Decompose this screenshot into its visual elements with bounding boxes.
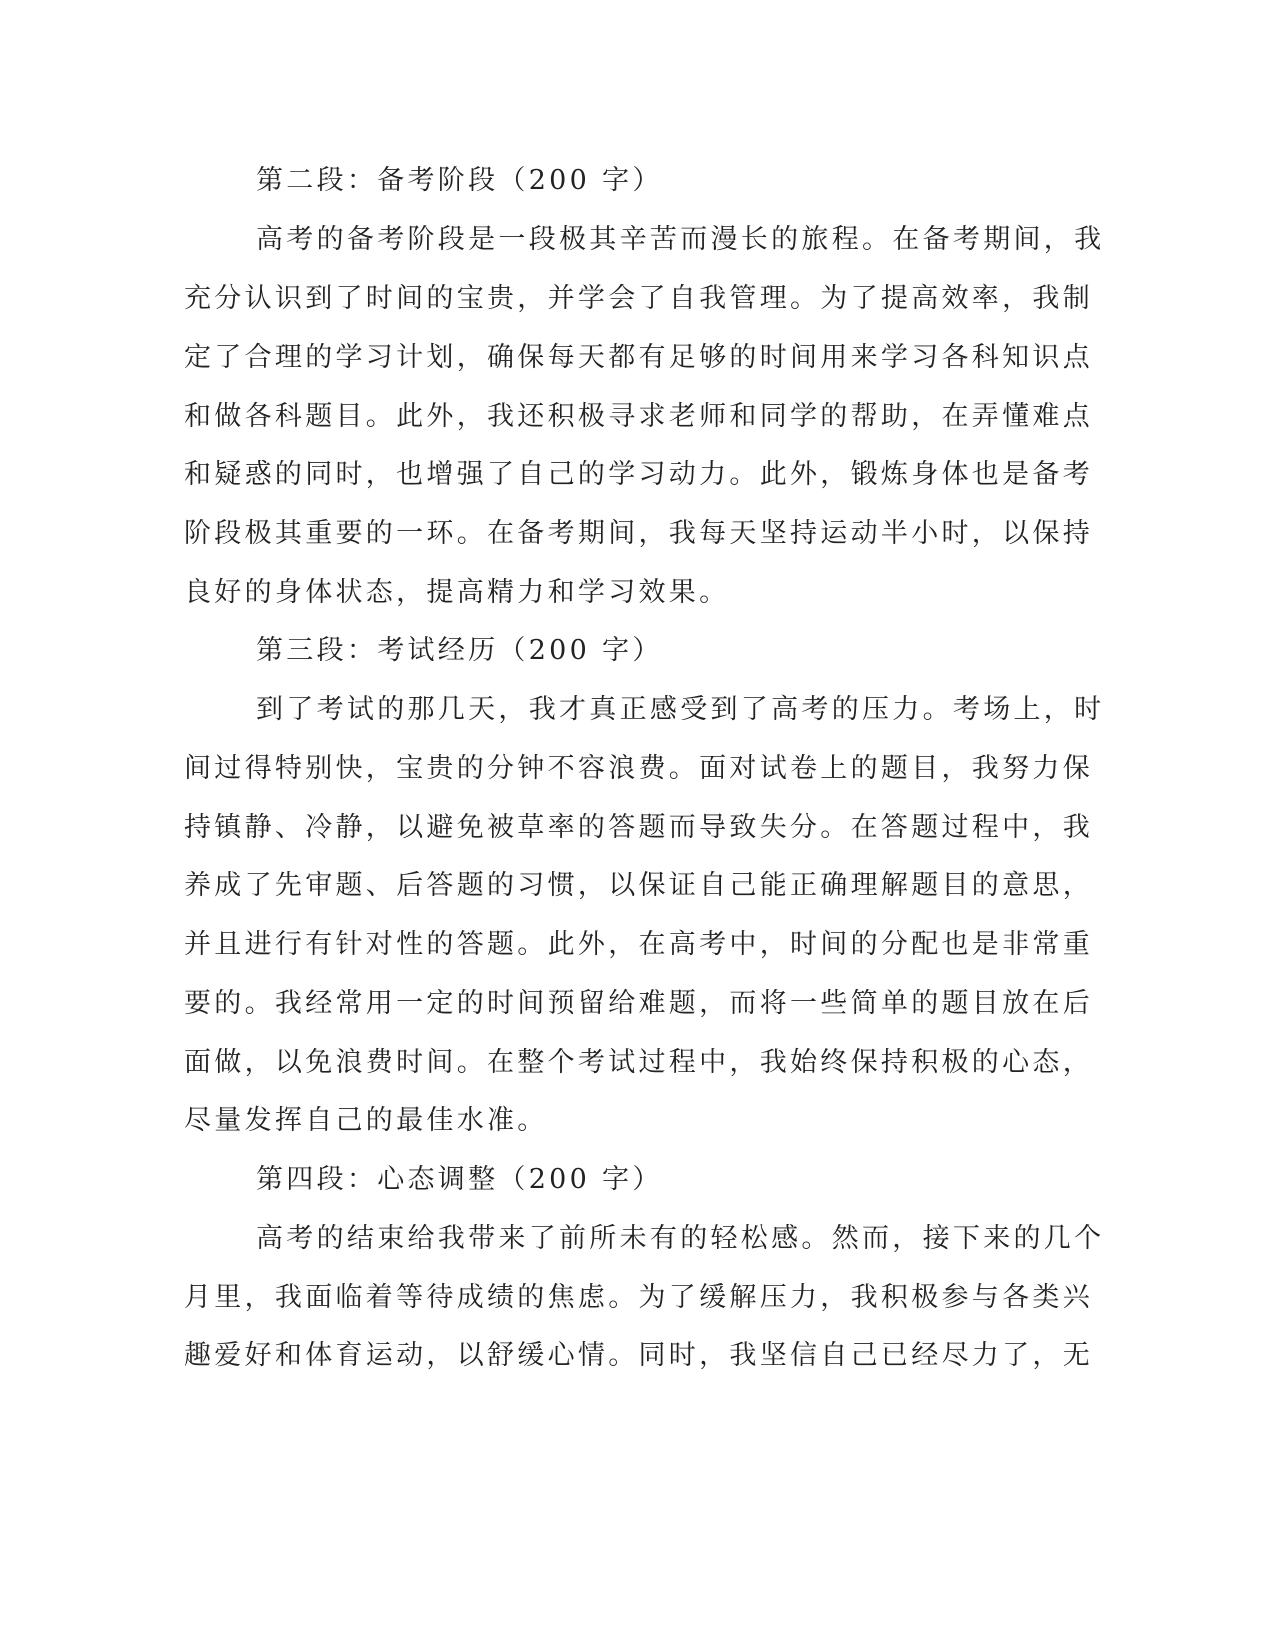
paragraph-line: 高考的结束给我带来了前所未有的轻松感。然而，接下来的几个: [256, 1223, 1105, 1254]
paragraph-line: 月里，我面临着等待成绩的焦虑。为了缓解压力，我积极参与各类兴: [184, 1282, 1093, 1313]
paragraph-line: 充分认识到了时间的宝贵，并学会了自我管理。为了提高效率，我制: [184, 283, 1093, 314]
section-heading-4: 第四段：心态调整（200 字）: [256, 1164, 663, 1195]
paragraph-line: 和疑惑的同时，也增强了自己的学习动力。此外，锻炼身体也是备考: [184, 459, 1093, 490]
paragraph-line: 和做各科题目。此外，我还积极寻求老师和同学的帮助，在弄懂难点: [184, 401, 1093, 432]
section-heading-3: 第三段：考试经历（200 字）: [256, 635, 663, 666]
paragraph-line: 并且进行有针对性的答题。此外，在高考中，时间的分配也是非常重: [184, 929, 1093, 960]
paragraph-line: 趣爱好和体育运动，以舒缓心情。同时，我坚信自己已经尽力了，无: [184, 1340, 1093, 1371]
paragraph-line: 尽量发挥自己的最佳水准。: [184, 1105, 548, 1136]
paragraph-line: 间过得特别快，宝贵的分钟不容浪费。面对试卷上的题目，我努力保: [184, 753, 1093, 784]
paragraph-line: 养成了先审题、后答题的习惯，以保证自己能正确理解题目的意思，: [184, 870, 1093, 901]
paragraph-line: 良好的身体状态，提高精力和学习效果。: [184, 577, 730, 608]
paragraph-line: 到了考试的那几天，我才真正感受到了高考的压力。考场上，时: [256, 694, 1105, 725]
paragraph-line: 持镇静、冷静，以避免被草率的答题而导致失分。在答题过程中，我: [184, 812, 1093, 843]
paragraph-line: 定了合理的学习计划，确保每天都有足够的时间用来学习各科知识点: [184, 342, 1093, 373]
paragraph-line: 面做，以免浪费时间。在整个考试过程中，我始终保持积极的心态，: [184, 1047, 1093, 1078]
paragraph-line: 高考的备考阶段是一段极其辛苦而漫长的旅程。在备考期间，我: [256, 224, 1105, 255]
paragraph-line: 阶段极其重要的一环。在备考期间，我每天坚持运动半小时，以保持: [184, 518, 1093, 549]
paragraph-line: 要的。我经常用一定的时间预留给难题，而将一些简单的题目放在后: [184, 988, 1093, 1019]
section-heading-2: 第二段：备考阶段（200 字）: [256, 165, 663, 196]
